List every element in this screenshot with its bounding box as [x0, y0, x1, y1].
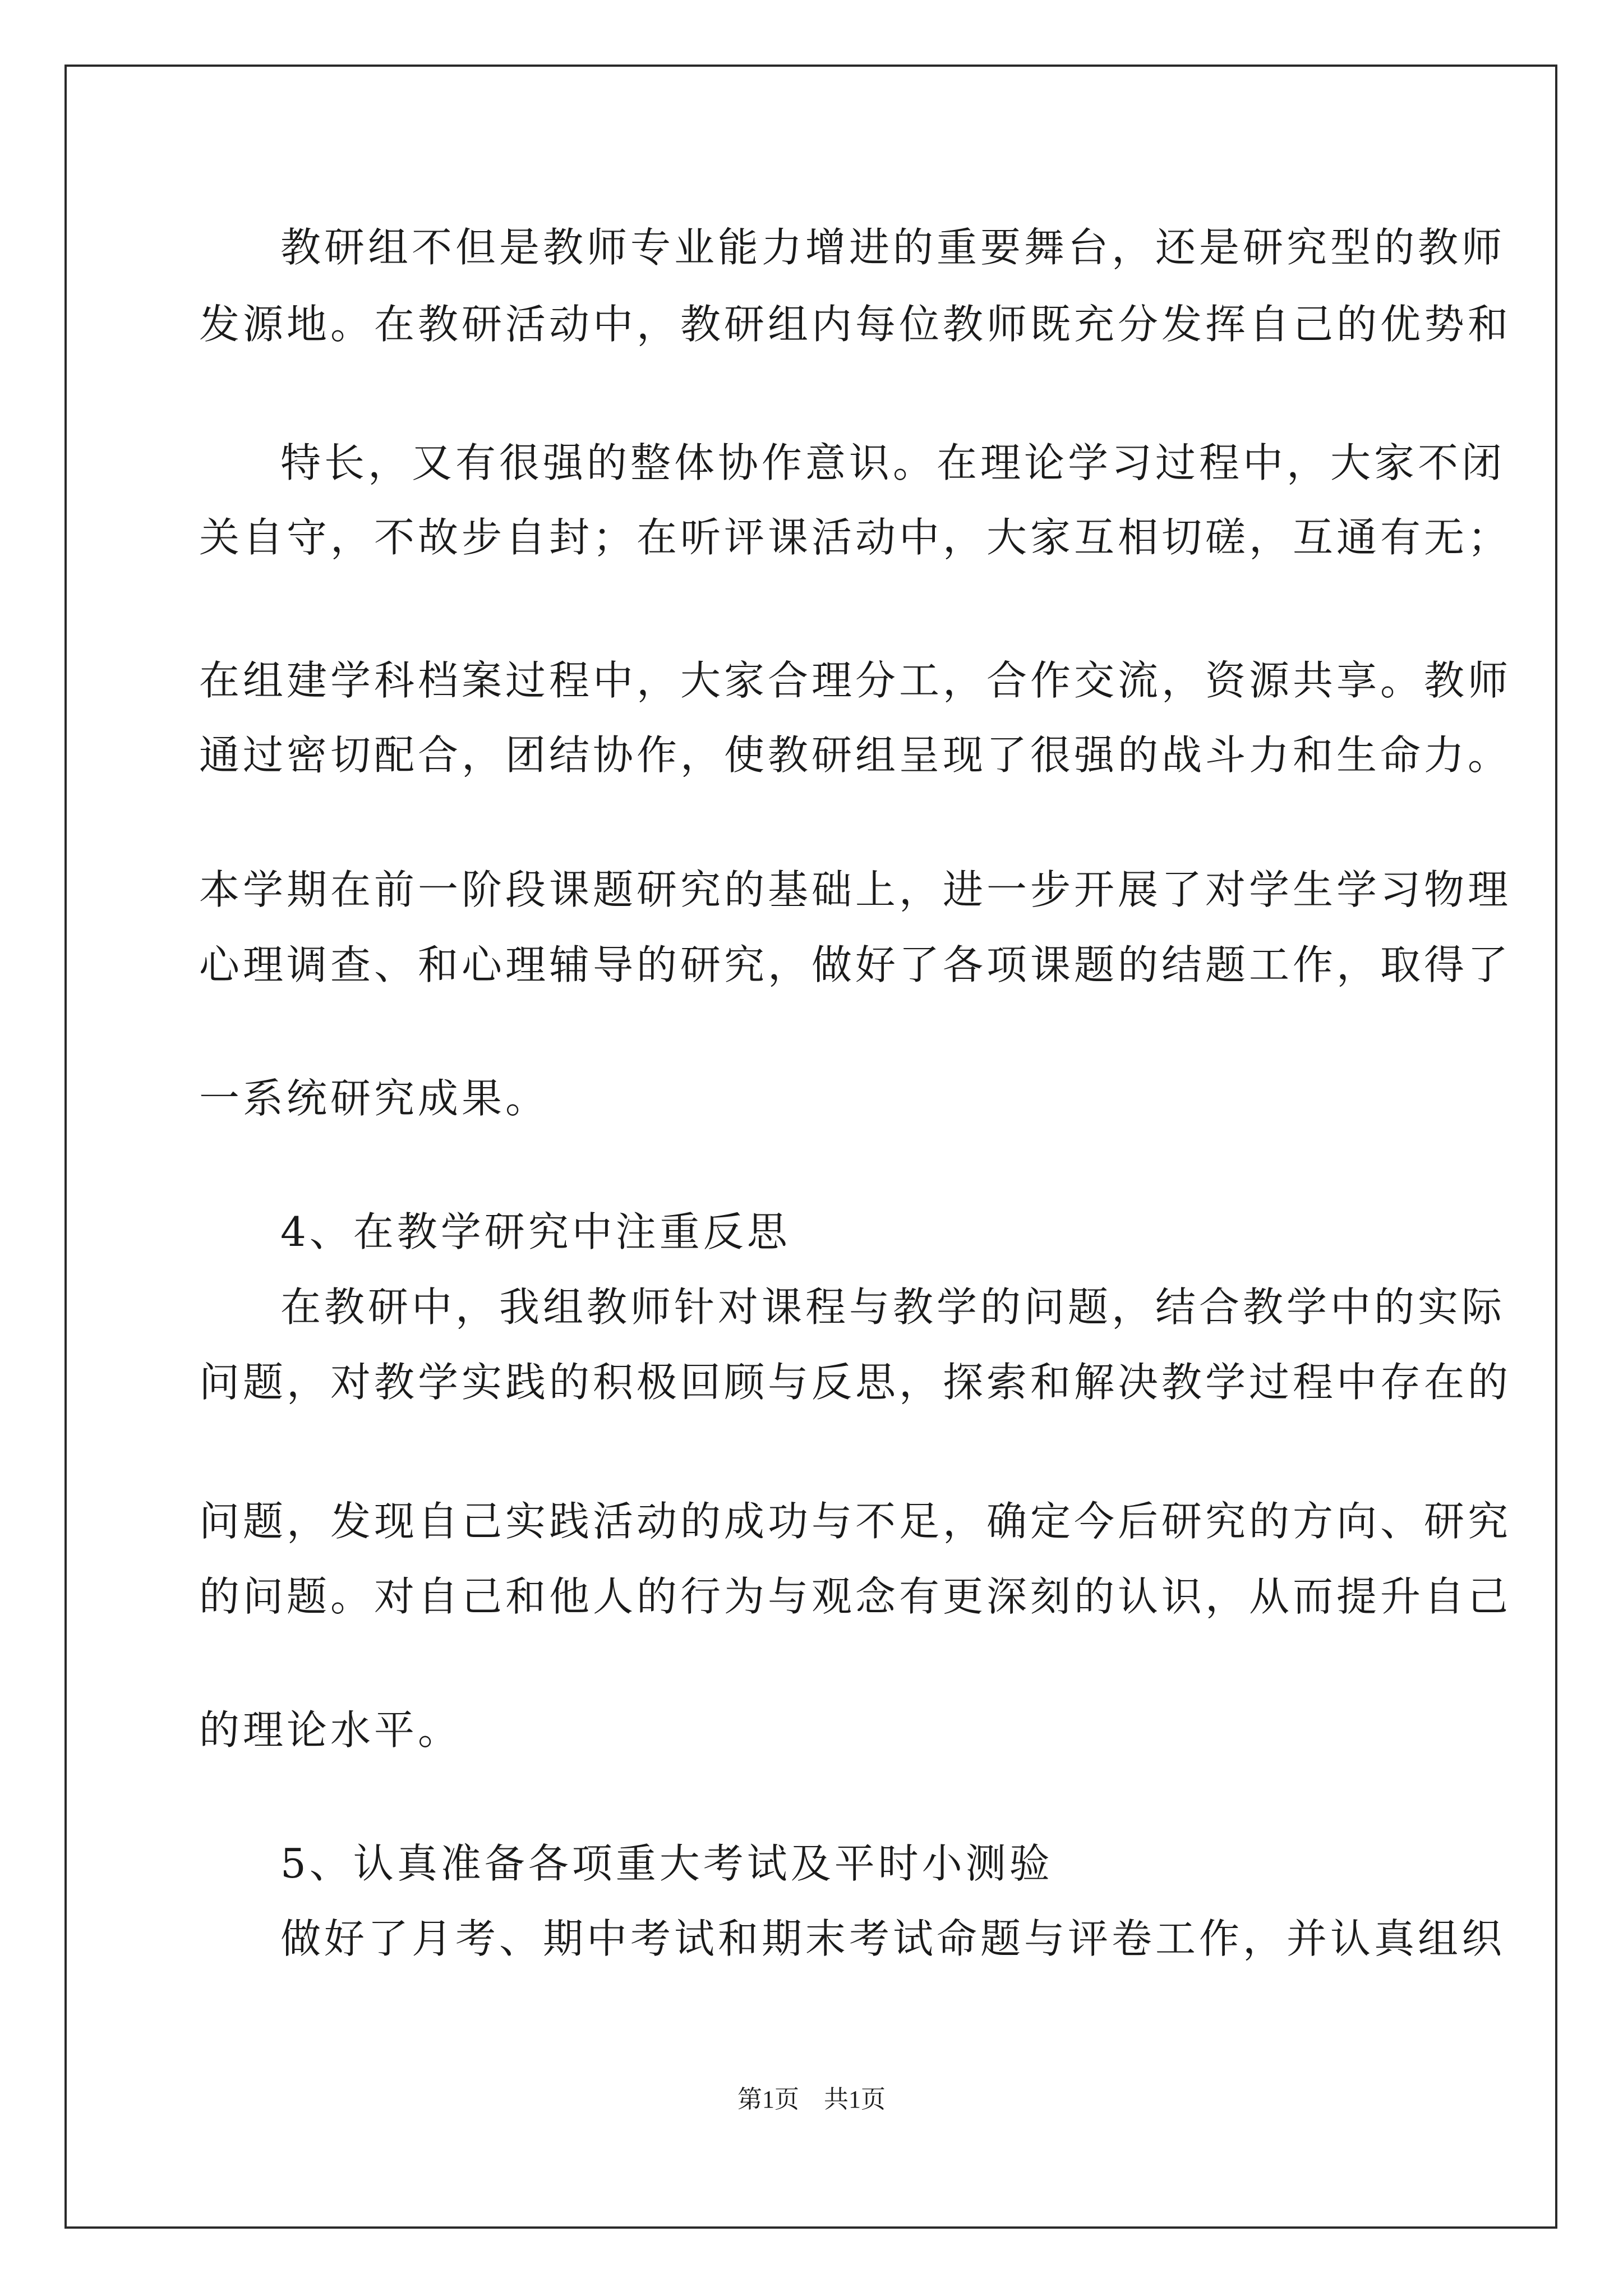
body-text-line: 在组建学科档案过程中，大家合理分工，合作交流，资源共享。教师	[199, 657, 1512, 704]
body-text-line: 关自守，不故步自封；在听评课活动中，大家互相切磋，互通有无；	[199, 514, 1512, 561]
section-heading-4: 4、在教学研究中注重反思	[280, 1208, 791, 1255]
body-text-line: 心理调查、和心理辅导的研究，做好了各项课题的结题工作，取得了	[199, 941, 1512, 988]
body-text-line: 教研组不但是教师专业能力增进的重要舞台，还是研究型的教师	[280, 224, 1506, 271]
body-text-line: 发源地。在教研活动中，教研组内每位教师既充分发挥自己的优势和	[199, 301, 1512, 348]
body-text-line: 问题，发现自己实践活动的成功与不足，确定今后研究的方向、研究	[199, 1498, 1512, 1545]
body-text-line: 一系统研究成果。	[199, 1075, 550, 1122]
body-text-line: 通过密切配合，团结协作，使教研组呈现了很强的战斗力和生命力。	[199, 731, 1512, 779]
body-text-line: 问题，对教学实践的积极回顾与反思，探索和解决教学过程中存在的	[199, 1359, 1512, 1406]
section-heading-5: 5、认真准备各项重大考试及平时小测验	[280, 1840, 1053, 1887]
body-text-line: 特长，又有很强的整体协作意识。在理论学习过程中，大家不闭	[280, 439, 1506, 486]
page-number-footer: 第1页 共1页	[737, 2086, 886, 2113]
page-frame	[64, 65, 1557, 2229]
body-text-line: 的问题。对自己和他人的行为与观念有更深刻的认识，从而提升自己	[199, 1573, 1512, 1620]
body-text-line: 的理论水平。	[199, 1706, 462, 1754]
body-text-line: 在教研中，我组教师针对课程与教学的问题，结合教学中的实际	[280, 1283, 1506, 1331]
body-text-line: 本学期在前一阶段课题研究的基础上，进一步开展了对学生学习物理	[199, 866, 1512, 913]
body-text-line: 做好了月考、期中考试和期末考试命题与评卷工作，并认真组织	[280, 1915, 1506, 1962]
